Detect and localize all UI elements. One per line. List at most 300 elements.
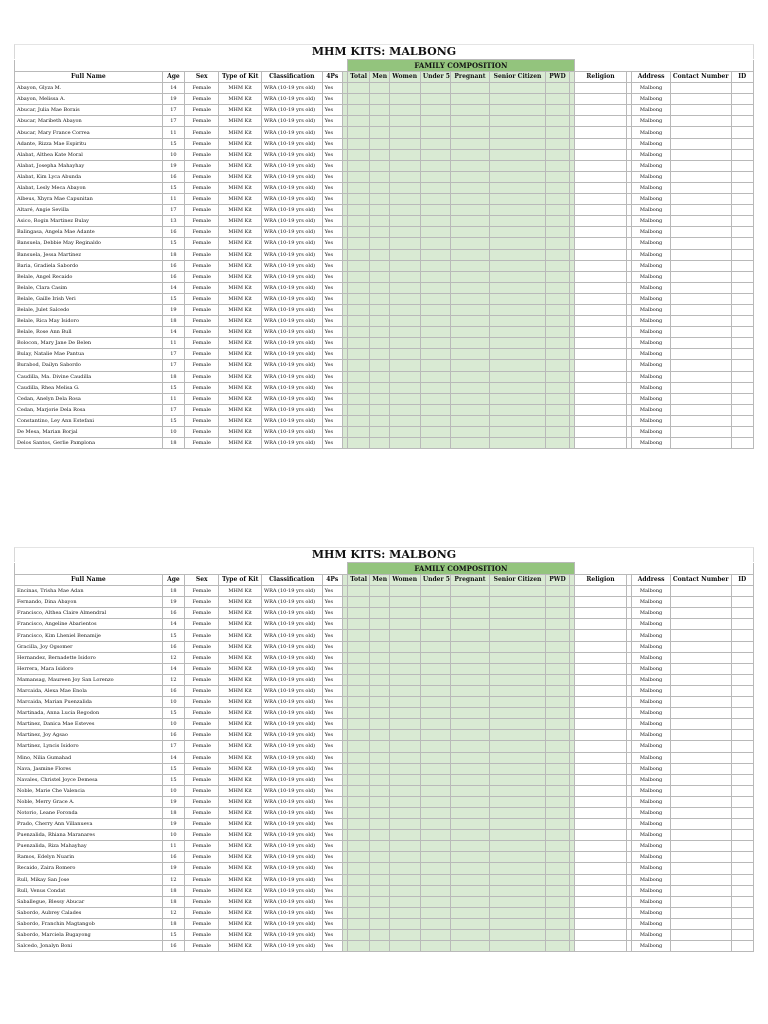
cell-women: [389, 774, 420, 785]
cell-senior-citizen: [489, 194, 546, 205]
cell-type-of-kit: MHM Kit: [219, 796, 262, 807]
cell-4ps: Yes: [322, 194, 342, 205]
cell-men: [370, 282, 389, 293]
cell-age: 15: [162, 930, 184, 941]
cell-men: [370, 415, 389, 426]
cell-age: 14: [162, 327, 184, 338]
cell-address: Malbong: [632, 94, 670, 105]
cell-full-name: Asico, Rogin Martinez Bulay: [15, 216, 163, 227]
cell-4ps: Yes: [322, 807, 342, 818]
cell-type-of-kit: MHM Kit: [219, 149, 262, 160]
cell-under5: [420, 796, 450, 807]
cell-religion: [574, 807, 627, 818]
cell-senior-citizen: [489, 652, 546, 663]
cell-pwd: [546, 874, 569, 885]
cell-type-of-kit: MHM Kit: [219, 819, 262, 830]
cell-id: [731, 730, 753, 741]
cell-pregnant: [451, 194, 489, 205]
cell-total: [348, 774, 370, 785]
cell-pregnant: [451, 427, 489, 438]
cell-total: [348, 382, 370, 393]
cell-religion: [574, 608, 627, 619]
cell-classification: WRA (10-19 yrs old): [261, 674, 322, 685]
cell-type-of-kit: MHM Kit: [219, 608, 262, 619]
cell-men: [370, 83, 389, 94]
cell-under5: [420, 807, 450, 818]
cell-full-name: Marcaida, Alexa Mae Enola: [15, 685, 163, 696]
cell-4ps: Yes: [322, 327, 342, 338]
cell-senior-citizen: [489, 427, 546, 438]
cell-contact-number: [670, 182, 731, 193]
cell-total: [348, 730, 370, 741]
cell-under5: [420, 415, 450, 426]
cell-id: [731, 907, 753, 918]
table-row: [15, 586, 754, 597]
table-row: [15, 619, 754, 630]
cell-senior-citizen: [489, 415, 546, 426]
cell-classification: WRA (10-19 yrs old): [261, 327, 322, 338]
cell-sex: Female: [185, 863, 219, 874]
cell-classification: WRA (10-19 yrs old): [261, 608, 322, 619]
cell-senior-citizen: [489, 708, 546, 719]
cell-id: [731, 393, 753, 404]
cell-address: Malbong: [632, 663, 670, 674]
cell-men: [370, 293, 389, 304]
beneficiary-table: [14, 59, 754, 449]
cell-men: [370, 597, 389, 608]
cell-4ps: Yes: [322, 338, 342, 349]
cell-classification: WRA (10-19 yrs old): [261, 907, 322, 918]
cell-4ps: Yes: [322, 404, 342, 415]
cell-senior-citizen: [489, 393, 546, 404]
cell-total: [348, 941, 370, 952]
cell-id: [731, 349, 753, 360]
table-row: [15, 719, 754, 730]
cell-men: [370, 349, 389, 360]
cell-address: Malbong: [632, 160, 670, 171]
cell-4ps: Yes: [322, 863, 342, 874]
cell-age: 18: [162, 438, 184, 449]
cell-pregnant: [451, 171, 489, 182]
cell-sex: Female: [185, 807, 219, 818]
cell-id: [731, 863, 753, 874]
cell-under5: [420, 896, 450, 907]
cell-type-of-kit: MHM Kit: [219, 885, 262, 896]
cell-senior-citizen: [489, 874, 546, 885]
cell-women: [389, 427, 420, 438]
cell-pregnant: [451, 205, 489, 216]
cell-full-name: Alabat, Lesly Meca Abayon: [15, 182, 163, 193]
cell-type-of-kit: MHM Kit: [219, 630, 262, 641]
cell-men: [370, 127, 389, 138]
cell-religion: [574, 708, 627, 719]
cell-id: [731, 282, 753, 293]
cell-contact-number: [670, 149, 731, 160]
table-row: [15, 316, 754, 327]
cell-pwd: [546, 830, 569, 841]
cell-4ps: Yes: [322, 674, 342, 685]
cell-address: Malbong: [632, 830, 670, 841]
cell-classification: WRA (10-19 yrs old): [261, 260, 322, 271]
cell-age: 16: [162, 941, 184, 952]
cell-religion: [574, 697, 627, 708]
cell-total: [348, 415, 370, 426]
cell-address: Malbong: [632, 316, 670, 327]
cell-age: 12: [162, 874, 184, 885]
cell-age: 16: [162, 260, 184, 271]
cell-address: Malbong: [632, 427, 670, 438]
cell-pregnant: [451, 785, 489, 796]
cell-full-name: Baria, Gradiela Sabordo: [15, 260, 163, 271]
cell-age: 11: [162, 194, 184, 205]
table-row: [15, 874, 754, 885]
cell-classification: WRA (10-19 yrs old): [261, 160, 322, 171]
cell-senior-citizen: [489, 785, 546, 796]
cell-total: [348, 907, 370, 918]
cell-sex: Female: [185, 205, 219, 216]
cell-contact-number: [670, 360, 731, 371]
cell-sex: Female: [185, 652, 219, 663]
col-pwd: PWD: [546, 575, 569, 586]
cell-classification: WRA (10-19 yrs old): [261, 741, 322, 752]
cell-contact-number: [670, 641, 731, 652]
table-row: [15, 852, 754, 863]
cell-sex: Female: [185, 427, 219, 438]
cell-senior-citizen: [489, 249, 546, 260]
family-composition-header: FAMILY COMPOSITION: [348, 60, 575, 72]
cell-sex: Female: [185, 293, 219, 304]
cell-men: [370, 663, 389, 674]
cell-classification: WRA (10-19 yrs old): [261, 774, 322, 785]
cell-pregnant: [451, 404, 489, 415]
cell-id: [731, 371, 753, 382]
cell-4ps: Yes: [322, 83, 342, 94]
cell-pregnant: [451, 586, 489, 597]
table-row: [15, 182, 754, 193]
cell-pwd: [546, 393, 569, 404]
cell-women: [389, 138, 420, 149]
sheet-page-1: [14, 44, 754, 449]
table-row: [15, 930, 754, 941]
cell-id: [731, 741, 753, 752]
cell-classification: WRA (10-19 yrs old): [261, 830, 322, 841]
table-row: [15, 841, 754, 852]
table-body: [15, 586, 754, 952]
cell-contact-number: [670, 94, 731, 105]
cell-sex: Female: [185, 641, 219, 652]
cell-age: 15: [162, 138, 184, 149]
cell-age: 19: [162, 304, 184, 315]
col-under5: Under 5: [420, 575, 450, 586]
cell-full-name: Herrera, Mara Isidoro: [15, 663, 163, 674]
table-row: [15, 830, 754, 841]
cell-sex: Female: [185, 918, 219, 929]
cell-pwd: [546, 271, 569, 282]
cell-women: [389, 730, 420, 741]
cell-sex: Female: [185, 674, 219, 685]
cell-type-of-kit: MHM Kit: [219, 719, 262, 730]
cell-total: [348, 830, 370, 841]
cell-classification: WRA (10-19 yrs old): [261, 597, 322, 608]
cell-id: [731, 852, 753, 863]
cell-address: Malbong: [632, 896, 670, 907]
cell-id: [731, 116, 753, 127]
cell-under5: [420, 404, 450, 415]
cell-classification: WRA (10-19 yrs old): [261, 708, 322, 719]
cell-religion: [574, 918, 627, 929]
cell-men: [370, 194, 389, 205]
cell-total: [348, 282, 370, 293]
cell-pregnant: [451, 238, 489, 249]
cell-senior-citizen: [489, 641, 546, 652]
cell-sex: Female: [185, 83, 219, 94]
cell-under5: [420, 586, 450, 597]
cell-classification: WRA (10-19 yrs old): [261, 293, 322, 304]
cell-pregnant: [451, 182, 489, 193]
cell-type-of-kit: MHM Kit: [219, 752, 262, 763]
cell-pwd: [546, 105, 569, 116]
cell-senior-citizen: [489, 304, 546, 315]
cell-full-name: Belale, Angel Recaido: [15, 271, 163, 282]
cell-age: 18: [162, 807, 184, 818]
cell-4ps: Yes: [322, 785, 342, 796]
table-row: [15, 819, 754, 830]
cell-address: Malbong: [632, 194, 670, 205]
cell-pregnant: [451, 597, 489, 608]
cell-under5: [420, 216, 450, 227]
cell-contact-number: [670, 216, 731, 227]
cell-sex: Female: [185, 182, 219, 193]
cell-men: [370, 830, 389, 841]
cell-total: [348, 404, 370, 415]
cell-men: [370, 260, 389, 271]
cell-sex: Female: [185, 941, 219, 952]
cell-type-of-kit: MHM Kit: [219, 674, 262, 685]
cell-under5: [420, 752, 450, 763]
cell-under5: [420, 116, 450, 127]
cell-under5: [420, 774, 450, 785]
cell-religion: [574, 271, 627, 282]
cell-id: [731, 316, 753, 327]
cell-full-name: Bolocon, Mary Jane De Belen: [15, 338, 163, 349]
cell-id: [731, 216, 753, 227]
cell-pregnant: [451, 719, 489, 730]
col-contact-number: Contact Number: [670, 72, 731, 83]
cell-classification: WRA (10-19 yrs old): [261, 415, 322, 426]
cell-pwd: [546, 338, 569, 349]
cell-under5: [420, 830, 450, 841]
cell-under5: [420, 149, 450, 160]
cell-men: [370, 752, 389, 763]
cell-men: [370, 730, 389, 741]
cell-address: Malbong: [632, 182, 670, 193]
cell-type-of-kit: MHM Kit: [219, 293, 262, 304]
cell-type-of-kit: MHM Kit: [219, 830, 262, 841]
cell-religion: [574, 227, 627, 238]
cell-religion: [574, 83, 627, 94]
cell-religion: [574, 316, 627, 327]
cell-id: [731, 427, 753, 438]
cell-under5: [420, 260, 450, 271]
cell-address: Malbong: [632, 652, 670, 663]
cell-sex: Female: [185, 94, 219, 105]
cell-pregnant: [451, 763, 489, 774]
cell-senior-citizen: [489, 896, 546, 907]
cell-type-of-kit: MHM Kit: [219, 205, 262, 216]
cell-4ps: Yes: [322, 138, 342, 149]
cell-4ps: Yes: [322, 586, 342, 597]
cell-4ps: Yes: [322, 94, 342, 105]
cell-contact-number: [670, 205, 731, 216]
cell-senior-citizen: [489, 863, 546, 874]
cell-total: [348, 608, 370, 619]
cell-classification: WRA (10-19 yrs old): [261, 216, 322, 227]
cell-total: [348, 807, 370, 818]
cell-classification: WRA (10-19 yrs old): [261, 438, 322, 449]
table-row: [15, 763, 754, 774]
cell-senior-citizen: [489, 685, 546, 696]
cell-men: [370, 674, 389, 685]
cell-full-name: Burabod, Dailyn Sabordo: [15, 360, 163, 371]
cell-pregnant: [451, 774, 489, 785]
cell-address: Malbong: [632, 763, 670, 774]
cell-under5: [420, 205, 450, 216]
cell-women: [389, 619, 420, 630]
cell-total: [348, 619, 370, 630]
cell-age: 12: [162, 907, 184, 918]
cell-id: [731, 260, 753, 271]
cell-sex: Female: [185, 730, 219, 741]
cell-under5: [420, 338, 450, 349]
cell-type-of-kit: MHM Kit: [219, 438, 262, 449]
cell-women: [389, 708, 420, 719]
cell-pregnant: [451, 327, 489, 338]
col-men: Men: [370, 575, 389, 586]
cell-pwd: [546, 127, 569, 138]
cell-men: [370, 708, 389, 719]
cell-id: [731, 304, 753, 315]
cell-contact-number: [670, 918, 731, 929]
cell-senior-citizen: [489, 349, 546, 360]
cell-under5: [420, 918, 450, 929]
cell-4ps: Yes: [322, 415, 342, 426]
col-4ps: 4Ps: [322, 72, 342, 83]
cell-address: Malbong: [632, 404, 670, 415]
cell-pregnant: [451, 227, 489, 238]
cell-type-of-kit: MHM Kit: [219, 360, 262, 371]
table-row: [15, 630, 754, 641]
cell-women: [389, 304, 420, 315]
cell-total: [348, 630, 370, 641]
cell-pregnant: [451, 663, 489, 674]
cell-type-of-kit: MHM Kit: [219, 708, 262, 719]
cell-contact-number: [670, 697, 731, 708]
cell-age: 18: [162, 885, 184, 896]
cell-sex: Female: [185, 741, 219, 752]
cell-contact-number: [670, 796, 731, 807]
cell-pregnant: [451, 83, 489, 94]
col-full-name: Full Name: [15, 575, 163, 586]
cell-type-of-kit: MHM Kit: [219, 94, 262, 105]
cell-religion: [574, 796, 627, 807]
cell-men: [370, 171, 389, 182]
cell-type-of-kit: MHM Kit: [219, 83, 262, 94]
cell-women: [389, 171, 420, 182]
cell-men: [370, 382, 389, 393]
cell-pwd: [546, 708, 569, 719]
cell-pwd: [546, 404, 569, 415]
cell-contact-number: [670, 930, 731, 941]
cell-id: [731, 227, 753, 238]
cell-4ps: Yes: [322, 819, 342, 830]
cell-classification: WRA (10-19 yrs old): [261, 138, 322, 149]
cell-pwd: [546, 885, 569, 896]
cell-sex: Female: [185, 127, 219, 138]
cell-4ps: Yes: [322, 630, 342, 641]
cell-religion: [574, 630, 627, 641]
cell-address: Malbong: [632, 116, 670, 127]
cell-type-of-kit: MHM Kit: [219, 371, 262, 382]
cell-pregnant: [451, 697, 489, 708]
cell-sex: Female: [185, 597, 219, 608]
cell-classification: WRA (10-19 yrs old): [261, 619, 322, 630]
cell-age: 17: [162, 741, 184, 752]
cell-address: Malbong: [632, 885, 670, 896]
cell-sex: Female: [185, 438, 219, 449]
cell-religion: [574, 663, 627, 674]
cell-pwd: [546, 819, 569, 830]
cell-under5: [420, 907, 450, 918]
cell-sex: Female: [185, 774, 219, 785]
cell-full-name: Noble, Merry Grace A.: [15, 796, 163, 807]
cell-classification: WRA (10-19 yrs old): [261, 941, 322, 952]
cell-id: [731, 685, 753, 696]
cell-pregnant: [451, 841, 489, 852]
cell-4ps: Yes: [322, 182, 342, 193]
cell-senior-citizen: [489, 404, 546, 415]
cell-contact-number: [670, 282, 731, 293]
cell-women: [389, 382, 420, 393]
cell-religion: [574, 216, 627, 227]
cell-full-name: Belale, Julet Salcedo: [15, 304, 163, 315]
cell-address: Malbong: [632, 138, 670, 149]
cell-senior-citizen: [489, 382, 546, 393]
cell-men: [370, 874, 389, 885]
cell-4ps: Yes: [322, 708, 342, 719]
table-row: [15, 304, 754, 315]
cell-pwd: [546, 719, 569, 730]
table-row: [15, 83, 754, 94]
cell-senior-citizen: [489, 763, 546, 774]
col-sex: Sex: [185, 575, 219, 586]
cell-address: Malbong: [632, 874, 670, 885]
cell-women: [389, 415, 420, 426]
table-row: [15, 371, 754, 382]
cell-women: [389, 752, 420, 763]
cell-pwd: [546, 741, 569, 752]
cell-men: [370, 404, 389, 415]
cell-men: [370, 160, 389, 171]
cell-type-of-kit: MHM Kit: [219, 382, 262, 393]
cell-women: [389, 393, 420, 404]
table-row: [15, 160, 754, 171]
cell-pwd: [546, 304, 569, 315]
cell-women: [389, 293, 420, 304]
cell-total: [348, 741, 370, 752]
cell-pregnant: [451, 608, 489, 619]
cell-contact-number: [670, 249, 731, 260]
cell-classification: WRA (10-19 yrs old): [261, 227, 322, 238]
